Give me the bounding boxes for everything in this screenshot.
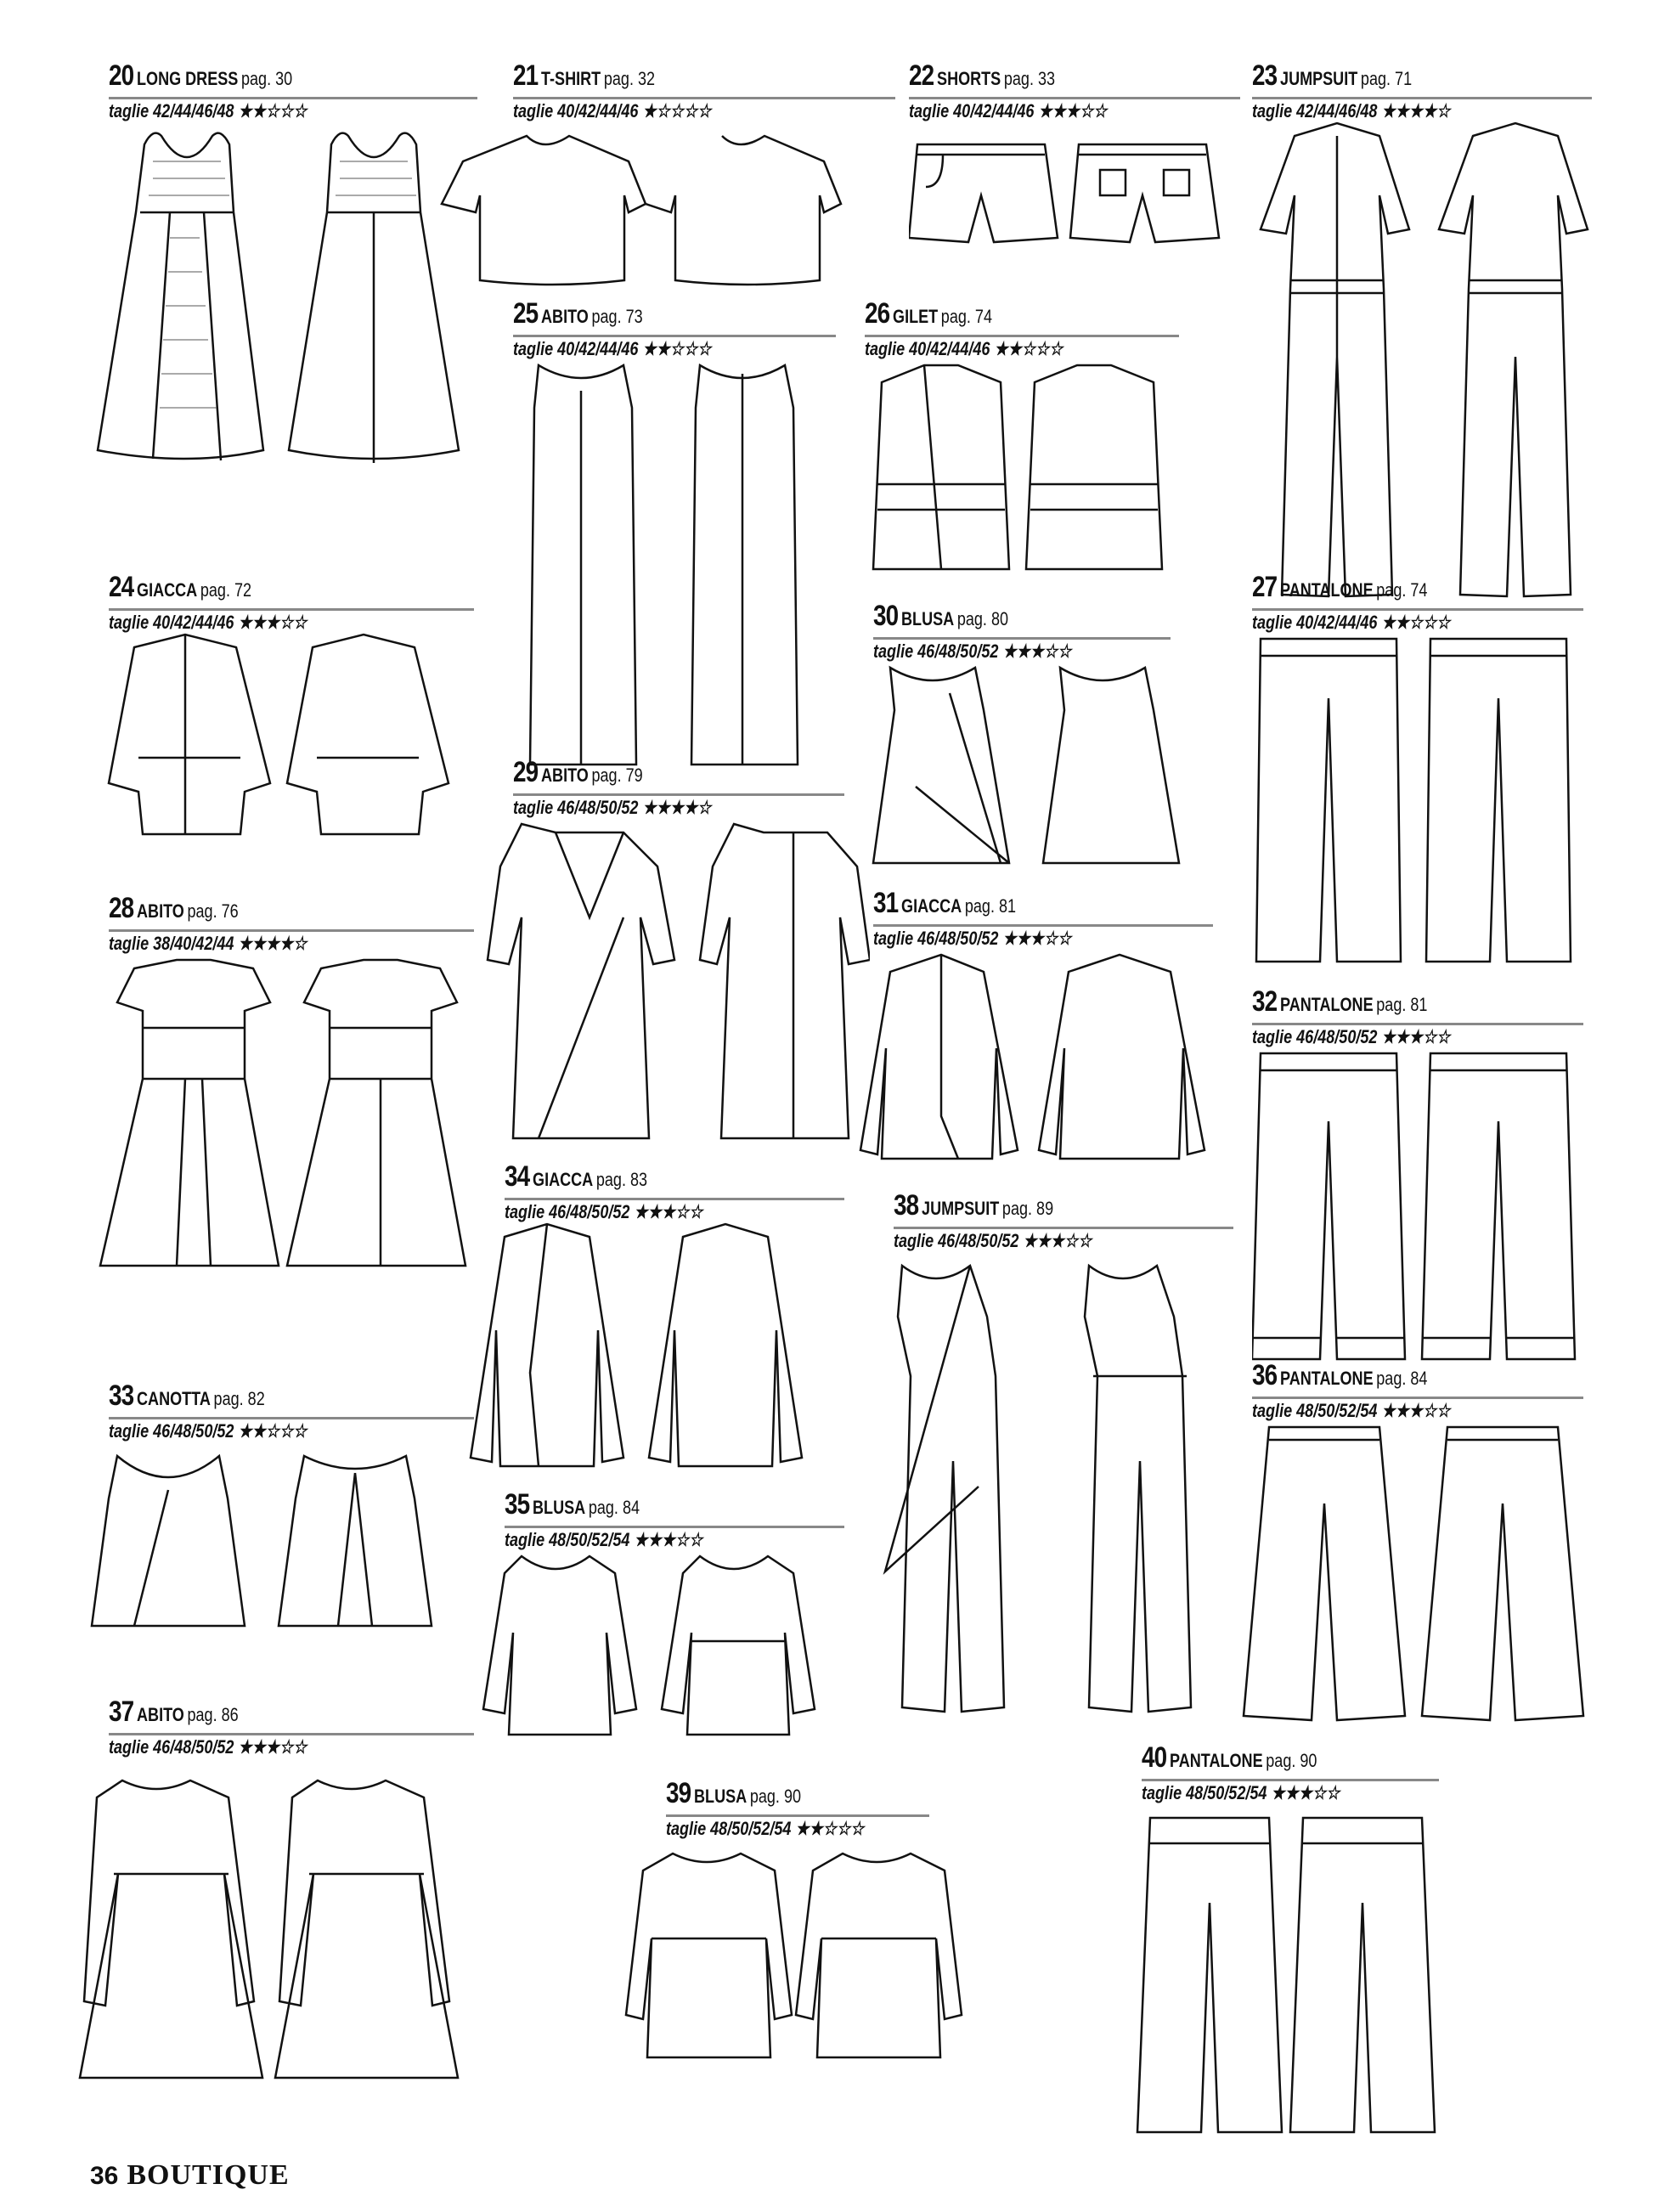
garment-sketch bbox=[1252, 630, 1583, 970]
item-difficulty-stars: ★★☆☆☆ bbox=[795, 1818, 865, 1839]
item-page: pag. 72 bbox=[200, 579, 252, 601]
item-number: 40 bbox=[1142, 1741, 1167, 1774]
item-sizes: taglie 46/48/50/52 bbox=[505, 1201, 630, 1222]
item-sizes: taglie 48/50/52/54 bbox=[666, 1818, 792, 1839]
item-difficulty-stars: ★★★☆☆ bbox=[1381, 1400, 1451, 1421]
item-difficulty-stars: ★★★☆☆ bbox=[1381, 1026, 1451, 1047]
garment-sketch bbox=[505, 357, 836, 782]
item-difficulty-stars: ★☆☆☆☆ bbox=[642, 100, 712, 121]
item-difficulty-stars: ★★★★☆ bbox=[1381, 100, 1451, 121]
item-sizes: taglie 46/48/50/52 bbox=[1252, 1026, 1378, 1047]
garment-sketch bbox=[63, 1763, 488, 2095]
item-sizes: taglie 40/42/44/46 bbox=[865, 338, 990, 359]
item-page: pag. 84 bbox=[588, 1497, 640, 1518]
item-difficulty-stars: ★★★☆☆ bbox=[1023, 1230, 1092, 1251]
item-title: BLUSA bbox=[901, 608, 955, 629]
pattern-item bbox=[109, 892, 474, 1283]
item-title: ABITO bbox=[541, 306, 589, 327]
item-number: 33 bbox=[109, 1380, 134, 1412]
pattern-item bbox=[505, 1488, 844, 1743]
garment-sketch bbox=[1235, 1419, 1592, 1733]
item-number: 28 bbox=[109, 892, 134, 924]
item-number: 23 bbox=[1252, 59, 1278, 92]
pattern-item bbox=[513, 59, 895, 297]
item-page: pag. 86 bbox=[187, 1704, 239, 1725]
item-page: pag. 84 bbox=[1376, 1368, 1428, 1389]
item-sizes: taglie 46/48/50/52 bbox=[109, 1736, 234, 1758]
item-page: pag. 89 bbox=[1001, 1198, 1054, 1219]
item-title: GIACCA bbox=[533, 1169, 594, 1190]
item-title: CANOTTA bbox=[137, 1388, 211, 1409]
pattern-item bbox=[505, 1160, 844, 1483]
item-sizes: taglie 38/40/42/44 bbox=[109, 933, 234, 954]
item-difficulty-stars: ★★★☆☆ bbox=[238, 1736, 307, 1758]
item-sizes: taglie 48/50/52/54 bbox=[1252, 1400, 1378, 1421]
item-page: pag. 81 bbox=[964, 895, 1017, 917]
item-sizes: taglie 48/50/52/54 bbox=[505, 1529, 630, 1550]
item-title: ABITO bbox=[137, 1704, 184, 1725]
item-number: 35 bbox=[505, 1488, 530, 1521]
garment-sketch bbox=[83, 951, 474, 1283]
item-sizes: taglie 40/42/44/46 bbox=[109, 612, 234, 633]
page-number: 36 bbox=[90, 2162, 119, 2190]
item-number: 36 bbox=[1252, 1359, 1278, 1391]
item-difficulty-stars: ★★★★☆ bbox=[238, 933, 307, 954]
pattern-item bbox=[109, 59, 477, 569]
garment-sketch bbox=[865, 659, 1188, 880]
item-number: 20 bbox=[109, 59, 134, 92]
item-sizes: taglie 48/50/52/54 bbox=[1142, 1782, 1267, 1803]
pattern-item bbox=[1252, 985, 1583, 1368]
item-page: pag. 81 bbox=[1376, 994, 1428, 1015]
item-page: pag. 32 bbox=[603, 68, 656, 89]
item-page: pag. 73 bbox=[591, 306, 643, 327]
item-page: pag. 79 bbox=[591, 765, 643, 786]
item-title: BLUSA bbox=[694, 1786, 748, 1807]
item-difficulty-stars: ★★★☆☆ bbox=[634, 1529, 703, 1550]
item-page: pag. 74 bbox=[1376, 579, 1428, 601]
item-number: 30 bbox=[873, 600, 899, 632]
item-page: pag. 90 bbox=[749, 1786, 802, 1807]
item-number: 29 bbox=[513, 756, 539, 788]
item-sizes: taglie 46/48/50/52 bbox=[873, 928, 999, 949]
item-sizes: taglie 42/44/46/48 bbox=[109, 100, 234, 121]
item-page: pag. 74 bbox=[940, 306, 992, 327]
item-number: 31 bbox=[873, 887, 899, 919]
item-number: 32 bbox=[1252, 985, 1278, 1018]
pattern-item bbox=[666, 1777, 929, 2083]
pattern-item bbox=[873, 887, 1213, 1176]
item-number: 24 bbox=[109, 571, 134, 603]
item-number: 34 bbox=[505, 1160, 530, 1193]
item-difficulty-stars: ★★★☆☆ bbox=[1002, 928, 1072, 949]
pattern-item bbox=[894, 1189, 1233, 1733]
item-sizes: taglie 42/44/46/48 bbox=[1252, 100, 1378, 121]
item-number: 37 bbox=[109, 1696, 134, 1728]
item-difficulty-stars: ★★☆☆☆ bbox=[238, 1420, 307, 1442]
item-page: pag. 33 bbox=[1003, 68, 1056, 89]
item-title: JUMPSUIT bbox=[1280, 68, 1358, 89]
item-title: GILET bbox=[893, 306, 939, 327]
item-difficulty-stars: ★★☆☆☆ bbox=[642, 338, 712, 359]
item-title: T-SHIRT bbox=[541, 68, 601, 89]
garment-sketch bbox=[909, 136, 1240, 255]
item-title: JUMPSUIT bbox=[922, 1198, 1000, 1219]
item-title: GIACCA bbox=[137, 579, 198, 601]
garment-sketch bbox=[454, 815, 870, 1147]
item-title: BLUSA bbox=[533, 1497, 586, 1518]
item-title: PANTALONE bbox=[1280, 579, 1374, 601]
item-sizes: taglie 46/48/50/52 bbox=[873, 640, 999, 662]
item-sizes: taglie 40/42/44/46 bbox=[513, 338, 639, 359]
item-sizes: taglie 46/48/50/52 bbox=[513, 797, 639, 818]
magazine-brand: BOUTIQUE bbox=[127, 2159, 290, 2191]
item-page: pag. 71 bbox=[1360, 68, 1413, 89]
pattern-item bbox=[1252, 59, 1592, 569]
item-number: 27 bbox=[1252, 571, 1278, 603]
item-title: PANTALONE bbox=[1170, 1750, 1263, 1771]
item-difficulty-stars: ★★★★☆ bbox=[642, 797, 712, 818]
item-title: SHORTS bbox=[937, 68, 1001, 89]
page-footer bbox=[90, 2159, 290, 2192]
garment-sketch bbox=[868, 1249, 1233, 1724]
item-difficulty-stars: ★★☆☆☆ bbox=[1381, 612, 1451, 633]
item-title: ABITO bbox=[137, 900, 184, 922]
pattern-item bbox=[513, 756, 844, 1155]
garment-sketch bbox=[1252, 1045, 1583, 1368]
pattern-item bbox=[1142, 1741, 1439, 2141]
item-title: ABITO bbox=[541, 765, 589, 786]
garment-sketch bbox=[1133, 1809, 1447, 2141]
item-sizes: taglie 40/42/44/46 bbox=[513, 100, 639, 121]
pattern-item bbox=[109, 571, 474, 868]
item-difficulty-stars: ★★☆☆☆ bbox=[994, 338, 1063, 359]
item-page: pag. 80 bbox=[956, 608, 1009, 629]
garment-sketch bbox=[613, 1845, 970, 2074]
item-difficulty-stars: ★★☆☆☆ bbox=[238, 100, 307, 121]
item-number: 25 bbox=[513, 297, 539, 330]
item-sizes: taglie 46/48/50/52 bbox=[109, 1420, 234, 1442]
garment-sketch bbox=[445, 1548, 844, 1743]
garment-sketch bbox=[428, 1220, 844, 1483]
item-page: pag. 82 bbox=[213, 1388, 265, 1409]
item-sizes: taglie 40/42/44/46 bbox=[1252, 612, 1378, 633]
pattern-item bbox=[109, 1380, 474, 1651]
pattern-item bbox=[513, 297, 836, 773]
garment-sketch bbox=[83, 1447, 474, 1643]
item-number: 39 bbox=[666, 1777, 691, 1809]
pattern-item bbox=[1252, 571, 1583, 970]
pattern-item bbox=[909, 59, 1240, 263]
item-difficulty-stars: ★★★☆☆ bbox=[634, 1201, 703, 1222]
pattern-item bbox=[873, 600, 1171, 880]
item-title: GIACCA bbox=[901, 895, 962, 917]
item-page: pag. 83 bbox=[595, 1169, 648, 1190]
item-title: LONG DRESS bbox=[137, 68, 239, 89]
item-number: 38 bbox=[894, 1189, 919, 1222]
item-title: PANTALONE bbox=[1280, 994, 1374, 1015]
garment-sketch bbox=[865, 357, 1179, 578]
pattern-item bbox=[109, 1696, 474, 2095]
pattern-item bbox=[1252, 1359, 1583, 1733]
item-sizes: taglie 46/48/50/52 bbox=[894, 1230, 1019, 1251]
item-page: pag. 30 bbox=[240, 68, 293, 89]
garment-sketch bbox=[66, 630, 474, 885]
pattern-item bbox=[865, 297, 1179, 586]
item-page: pag. 76 bbox=[187, 900, 239, 922]
item-title: PANTALONE bbox=[1280, 1368, 1374, 1389]
item-difficulty-stars: ★★★☆☆ bbox=[1038, 100, 1108, 121]
garment-sketch bbox=[848, 946, 1230, 1167]
item-page: pag. 90 bbox=[1266, 1750, 1317, 1771]
garment-sketch bbox=[1244, 119, 1600, 612]
item-number: 26 bbox=[865, 297, 890, 330]
item-sizes: taglie 40/42/44/46 bbox=[909, 100, 1035, 121]
garment-sketch bbox=[433, 127, 909, 297]
item-number: 21 bbox=[513, 59, 539, 92]
item-difficulty-stars: ★★★☆☆ bbox=[1002, 640, 1072, 662]
item-difficulty-stars: ★★★☆☆ bbox=[1271, 1782, 1340, 1803]
item-number: 22 bbox=[909, 59, 934, 92]
item-difficulty-stars: ★★★☆☆ bbox=[238, 612, 307, 633]
